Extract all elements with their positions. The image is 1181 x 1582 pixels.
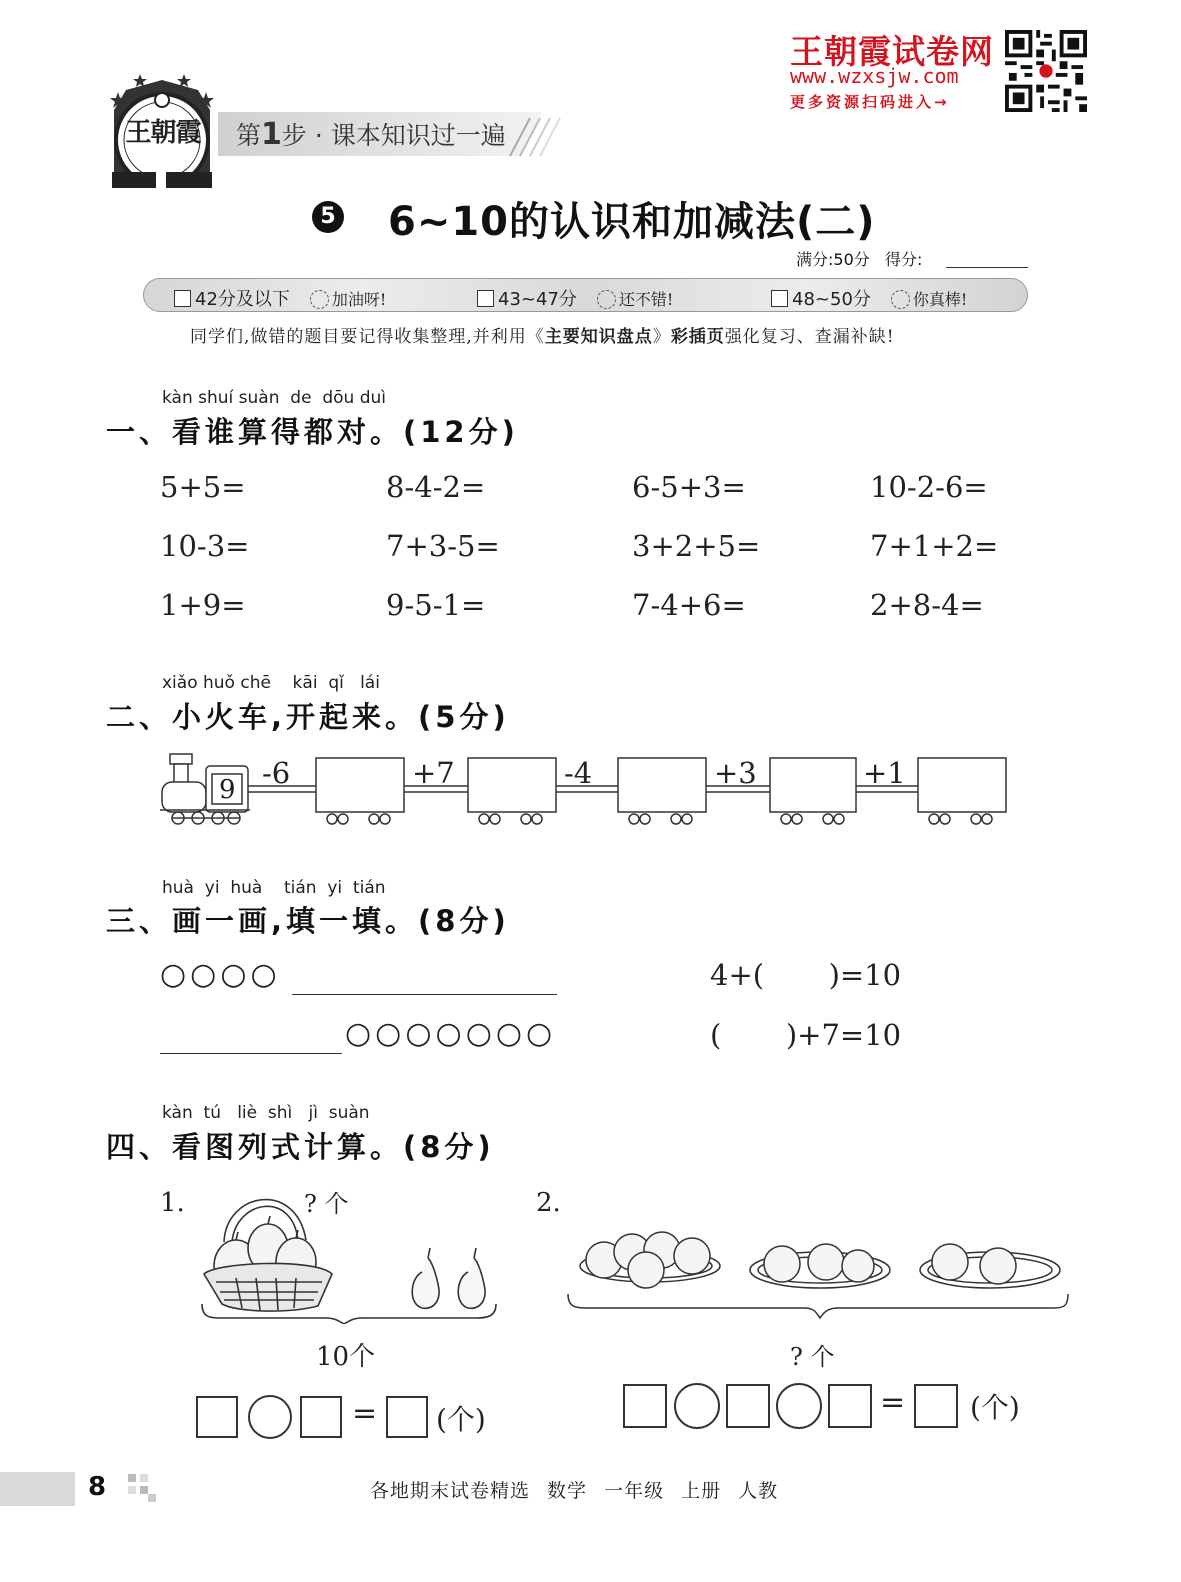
equals-sign: = [880, 1385, 906, 1420]
grade-option-low[interactable] [174, 285, 386, 311]
score-blank[interactable] [946, 267, 1028, 268]
circle-group-b: ○○○○○○○ [345, 1016, 557, 1051]
lesson-number-badge: 5 [312, 201, 344, 233]
s3-pinyin: huà yi huà tián yi tián [162, 878, 386, 898]
unit-label: (个) [970, 1391, 1020, 1424]
answer-box[interactable] [914, 1384, 958, 1428]
train-car-answer[interactable] [918, 758, 1006, 812]
draw-line-a[interactable] [292, 994, 557, 995]
step-label: 第1步 · 课本知识过一遍 [236, 117, 506, 152]
unknown-label: ? 个 [304, 1190, 349, 1218]
train-start-number: 9 [219, 775, 236, 805]
unit-label: (个) [436, 1403, 486, 1436]
smiley-icon [310, 290, 329, 309]
equation[interactable]: 1+9= [160, 588, 246, 622]
brand-url[interactable]: www.wzxsjw.com [790, 64, 959, 88]
grade-cheer: 你真棒! [912, 289, 968, 309]
buns-on-plates-illustration [566, 1226, 1070, 1324]
s4-heading: 四、看图列式计算。(8分) [106, 1130, 495, 1164]
total-label: 10个 [316, 1342, 376, 1372]
circle-group-a: ○○○○ [160, 957, 281, 992]
page-title: 6~10的认识和加减法(二) [388, 199, 876, 245]
operator-circle[interactable] [674, 1383, 720, 1429]
train-op: +1 [863, 756, 906, 790]
grade-option-high[interactable] [771, 285, 967, 311]
fill-equation-b[interactable]: ( )+7=10 [710, 1018, 902, 1052]
train-car-answer[interactable] [316, 758, 404, 812]
grade-range: 43~47分 [498, 289, 577, 310]
smiley-icon [891, 290, 910, 309]
grade-checkbox[interactable] [174, 290, 191, 307]
grade-checkbox[interactable] [477, 290, 494, 307]
grade-range: 42分及以下 [195, 289, 290, 310]
train-car-answer[interactable] [770, 758, 856, 812]
equation[interactable]: 3+2+5= [632, 529, 761, 563]
s4-pinyin: kàn tú liè shì jì suàn [162, 1103, 370, 1123]
s1-heading: 一、看谁算得都对。(12分) [106, 415, 519, 449]
operator-circle[interactable] [248, 1395, 292, 1439]
equation[interactable]: 6-5+3= [632, 470, 746, 504]
equation[interactable]: 8-4-2= [386, 470, 486, 504]
equation[interactable]: 5+5= [160, 470, 246, 504]
equation[interactable]: 2+8-4= [870, 588, 984, 622]
logo-name: 王朝霞 [125, 118, 201, 148]
s2-pinyin: xiǎo huǒ chē kāi qǐ lái [162, 673, 380, 693]
answer-box[interactable] [726, 1384, 770, 1428]
grade-range: 48~50分 [792, 289, 871, 310]
equation[interactable]: 7+3-5= [386, 529, 500, 563]
train-car-answer[interactable] [618, 758, 706, 812]
answer-box[interactable] [196, 1396, 238, 1438]
fill-equation-a[interactable]: 4+( )=10 [710, 958, 902, 992]
grade-option-mid[interactable] [477, 285, 673, 311]
brand-scan-hint: 更多资源扫码进入→ [790, 93, 950, 111]
equals-sign: = [352, 1396, 378, 1431]
s2-heading: 二、小火车,开起来。(5分) [106, 700, 510, 734]
pear-basket-illustration [196, 1182, 542, 1324]
grade-cheer: 加油呀! [331, 289, 387, 309]
grade-cheer: 还不错! [618, 289, 674, 309]
answer-box[interactable] [386, 1396, 428, 1438]
train-op: +7 [412, 756, 455, 790]
s1-pinyin: kàn shuí suàn de dōu duì [162, 388, 387, 408]
footer-text: 各地期末试卷精选 数学 一年级 上册 人教 [370, 1480, 779, 1502]
notice-text: 同学们,做错的题目要记得收集整理,并利用《主要知识盘点》彩插页强化复习、查漏补缺! [190, 327, 895, 347]
answer-box[interactable] [828, 1384, 872, 1428]
s3-heading: 三、画一画,填一填。(8分) [106, 904, 510, 938]
equation[interactable]: 10-2-6= [870, 470, 988, 504]
grade-checkbox[interactable] [771, 290, 788, 307]
equation[interactable]: 10-3= [160, 529, 250, 563]
footer-band [0, 1472, 75, 1506]
question-number: 2. [536, 1188, 561, 1218]
draw-line-b[interactable] [160, 1053, 342, 1054]
page-number: 8 [88, 1472, 107, 1502]
brand-title: 王朝霞试卷网 [790, 32, 994, 71]
equation[interactable]: 7-4+6= [632, 588, 746, 622]
train-car-answer[interactable] [468, 758, 556, 812]
equation[interactable]: 7+1+2= [870, 529, 999, 563]
qr-code-icon[interactable] [1005, 30, 1087, 112]
answer-box[interactable] [300, 1396, 342, 1438]
total-label: ? 个 [790, 1343, 835, 1371]
train-op: -4 [564, 756, 593, 790]
smiley-icon [597, 290, 616, 309]
footer-decoration-icon [128, 1474, 156, 1502]
train-op: +3 [714, 756, 757, 790]
train-op: -6 [262, 756, 291, 790]
score-label: 满分:50分 得分: [796, 250, 923, 269]
question-number: 1. [160, 1188, 185, 1218]
operator-circle[interactable] [776, 1383, 822, 1429]
equation[interactable]: 9-5-1= [386, 588, 486, 622]
answer-box[interactable] [623, 1384, 667, 1428]
